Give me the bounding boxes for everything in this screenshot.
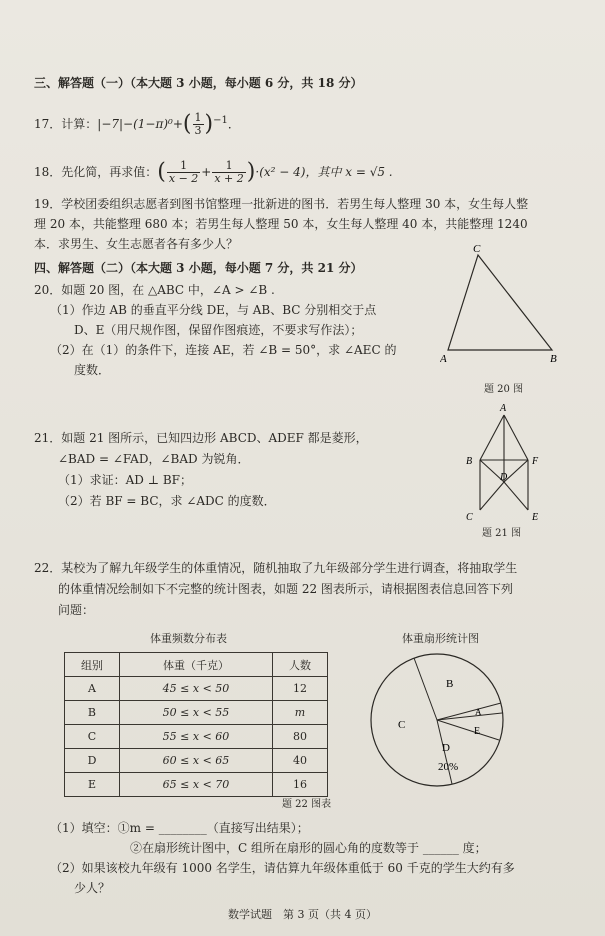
question-18: 18．先化简，再求值：( $\frac{1}{x - 2}$ + $\frac{1}{x + 2}$ )·(x² − 4)，其中 x = √5 . xyxy=(34,159,393,185)
table-cell: D xyxy=(65,749,120,773)
fig22-caption: 题 22 图表 xyxy=(282,799,332,810)
q19-line1: 19．学校团委组织志愿者到图书馆整理一批新进的图书．若男生每人整理 30 本，女生每人整 xyxy=(34,197,529,211)
q22-sub1: （1）填空：①m = ________（直接写出结果）； xyxy=(50,821,309,835)
q18-tail: ·(x² − 4)，其中 x = √5 . xyxy=(255,165,393,179)
table-cell: A xyxy=(65,677,120,701)
table-cell: E xyxy=(65,773,120,797)
fig21-label-e: E xyxy=(532,512,539,523)
section3-heading: 三、解答题（一）（本大题 3 小题，每小题 6 分，共 18 分） xyxy=(34,76,363,90)
fig21-caption: 题 21 图 xyxy=(482,528,522,539)
q19-line3: 本．求男生、女生志愿者各有多少人？ xyxy=(34,237,239,251)
table-cell: C xyxy=(65,725,120,749)
table-cell: 80 xyxy=(273,725,328,749)
q20-line5: 度数． xyxy=(74,363,111,377)
q20-line1: 20．如题 20 图，在 △ABC 中，∠A > ∠B . xyxy=(34,283,275,297)
fig20-label-b: B xyxy=(550,353,557,365)
fig21-label-a: A xyxy=(500,403,507,414)
fig21-label-b: B xyxy=(466,456,473,467)
table-cell: m xyxy=(273,701,328,725)
table-row xyxy=(65,677,328,701)
table-header: 组别 xyxy=(65,653,120,677)
table-header: 人数 xyxy=(273,653,328,677)
table-row xyxy=(65,773,328,797)
table-cell: 55 ≤ x < 60 xyxy=(119,725,272,749)
pie-label-a: A xyxy=(475,707,482,717)
q19-line2: 理 20 本，共能整理 680 本；若男生每人整理 50 本，女生每人整理 40 本，共能整理 1240 xyxy=(34,217,528,231)
q18-prefix: 18．先化简，再求值： xyxy=(34,165,158,179)
pie-label-c: C xyxy=(398,719,406,731)
fig20-caption: 题 20 图 xyxy=(484,384,524,395)
q20-line2: （1）作边 AB 的垂直平分线 DE，与 AB、BC 分别相交于点 xyxy=(50,303,377,317)
fig21-label-c: C xyxy=(466,512,473,523)
pie-label-d: D xyxy=(442,742,450,754)
q21-line2: ∠BAD = ∠FAD，∠BAD 为锐角． xyxy=(58,452,250,466)
fig21-label-d: D xyxy=(500,472,508,483)
q21-line1: 21．如题 21 图所示，已知四边形 ABCD、ADEF 都是菱形， xyxy=(34,431,368,445)
table-title: 体重频数分布表 xyxy=(150,632,227,645)
table-cell: 50 ≤ x < 55 xyxy=(119,701,272,725)
table-row xyxy=(65,725,328,749)
frequency-table xyxy=(64,652,328,797)
q22-sub2a: （2）如果该校九年级有 1000 名学生，请估算九年级体重低于 60 千克的学生大约有多 xyxy=(50,861,515,875)
pie-chart xyxy=(362,645,512,795)
q21-line4: （2）若 BF = BC，求 ∠ADC 的度数． xyxy=(58,494,276,508)
figure-21-rhombus xyxy=(460,400,550,525)
q22-sub2b: 少人？ xyxy=(74,881,111,895)
q20-line3: D、E（用尺规作图，保留作图痕迹，不要求写作法）； xyxy=(74,323,363,337)
table-cell: B xyxy=(65,701,120,725)
section4-heading: 四、解答题（二）（本大题 3 小题，每小题 7 分，共 21 分） xyxy=(34,261,363,275)
fig21-label-f: F xyxy=(532,456,539,467)
q20-line4: （2）在（1）的条件下，连接 AE，若 ∠B = 50°，求 ∠AEC 的 xyxy=(50,343,397,357)
table-cell: 12 xyxy=(273,677,328,701)
page-footer: 数学试题 第 3 页（共 4 页） xyxy=(228,908,377,921)
table-row xyxy=(65,701,328,725)
q22-line3: 问题： xyxy=(58,603,95,617)
table-header-row xyxy=(65,653,328,677)
q22-sub1b: ②在扇形统计图中，C 组所在扇形的圆心角的度数等于 ______ 度； xyxy=(130,841,487,855)
q22-line1: 22．某校为了解九年级学生的体重情况，随机抽取了九年级部分学生进行调查，将抽取学生 xyxy=(34,561,518,575)
table-header: 体重（千克） xyxy=(119,653,272,677)
pie-label-d-percent: 20% xyxy=(438,761,459,773)
question-17: 17．计算：|−7|−(1−π)⁰+( $\frac{1}{3}$ )$^{-1}$． xyxy=(34,111,240,137)
pie-label-b: B xyxy=(446,678,454,690)
q17-expression: |−7|−(1−π)⁰+ xyxy=(97,117,183,131)
table-cell: 40 xyxy=(273,749,328,773)
fig20-label-a: A xyxy=(440,353,447,365)
q21-line3: （1）求证：AD ⊥ BF； xyxy=(58,473,192,487)
fig20-label-c: C xyxy=(473,243,481,255)
figure-20-triangle xyxy=(440,240,570,370)
table-row xyxy=(65,749,328,773)
pie-label-e: E xyxy=(474,726,481,737)
q22-line2: 的体重情况绘制如下不完整的统计图表，如题 22 图表所示，请根据图表信息回答下列 xyxy=(58,582,513,596)
table-cell: 16 xyxy=(273,773,328,797)
pie-title: 体重扇形统计图 xyxy=(402,632,479,645)
table-cell: 65 ≤ x < 70 xyxy=(119,773,272,797)
q17-prefix: 17．计算： xyxy=(34,117,98,131)
table-cell: 60 ≤ x < 65 xyxy=(119,749,272,773)
table-cell: 45 ≤ x < 50 xyxy=(119,677,272,701)
